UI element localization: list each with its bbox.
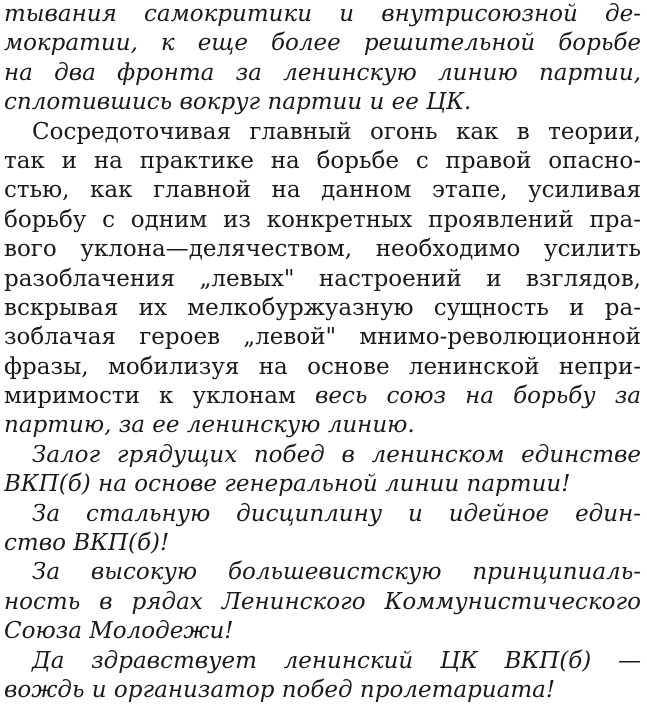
text-run: Союза Молодежи!	[4, 618, 234, 645]
document-text-body	[4, 0, 641, 705]
text-line	[4, 29, 641, 58]
text-line	[4, 147, 641, 176]
text-line	[4, 353, 641, 382]
paragraph	[4, 118, 641, 441]
text-line	[4, 500, 641, 529]
text-run: стью, как главной на данном этапе, усиливая	[4, 177, 641, 204]
text-line	[4, 676, 641, 705]
text-run: сплотившись вокруг партии и ее ЦК.	[4, 89, 472, 116]
text-run: вождь и организатор побед пролетариата!	[4, 676, 556, 703]
paragraph	[4, 647, 641, 706]
text-run: Да здравствует ленинский ЦК ВКП(б) —	[32, 647, 641, 674]
text-run: так и на практике на борьбе с правой опасно-	[4, 147, 641, 174]
text-line	[4, 88, 641, 117]
text-line	[4, 323, 641, 352]
text-run: фразы, мобилизуя на основе ленинской непри-	[4, 353, 641, 380]
text-line	[4, 470, 641, 499]
document-page	[4, 0, 641, 705]
text-line	[4, 59, 641, 88]
text-run: вого уклона—делячеством, необходимо усилить	[4, 236, 641, 263]
text-line	[4, 235, 641, 264]
text-run: борьбу с одним из конкретных проявлений пра-	[4, 206, 641, 233]
text-line	[4, 176, 641, 205]
text-run: Залог грядущих побед в ленинском единстве	[32, 441, 641, 468]
text-line	[4, 588, 641, 617]
paragraph	[4, 0, 641, 118]
text-run: За высокую большевистскую принципиаль-	[32, 559, 641, 586]
text-line	[4, 206, 641, 235]
text-run: За стальную дисциплину и идейное един-	[32, 500, 641, 527]
paragraph	[4, 558, 641, 646]
text-line	[4, 617, 641, 646]
text-line	[4, 411, 641, 440]
text-run: партию, за ее ленинскую линию.	[4, 412, 415, 439]
text-line	[4, 0, 641, 29]
text-run: зоблачая героев „левой" мнимо-революционной	[4, 324, 641, 351]
text-run: ВКП(б) на основе генеральной линии партии!	[4, 471, 571, 498]
text-line	[4, 118, 641, 147]
text-line	[4, 294, 641, 323]
text-run: на два фронта за ленинскую линию партии,	[4, 59, 641, 86]
text-line	[4, 647, 641, 676]
text-run: ность в рядах Ленинского Коммунистического	[4, 588, 641, 615]
text-line	[4, 265, 641, 294]
text-line	[4, 441, 641, 470]
paragraph	[4, 500, 641, 559]
text-run: разоблачения „левых" настроений и взглядов,	[4, 265, 641, 292]
text-run: вскрывая их мелкобуржуазную сущность и ра-	[4, 294, 641, 321]
text-run: тывания самокритики и внутрисоюзной де-	[4, 1, 641, 27]
text-run: ство ВКП(б)!	[4, 530, 170, 557]
text-line	[4, 529, 641, 558]
text-run: весь союз на борьбу за	[314, 383, 641, 410]
text-run: мократии, к еще более решительной борьбе	[4, 30, 641, 57]
text-run: миримости к уклонам	[4, 383, 315, 410]
text-line	[4, 558, 641, 587]
paragraph	[4, 441, 641, 500]
text-run: Сосредоточивая главный огонь как в теории,	[32, 118, 641, 145]
text-line	[4, 382, 641, 411]
